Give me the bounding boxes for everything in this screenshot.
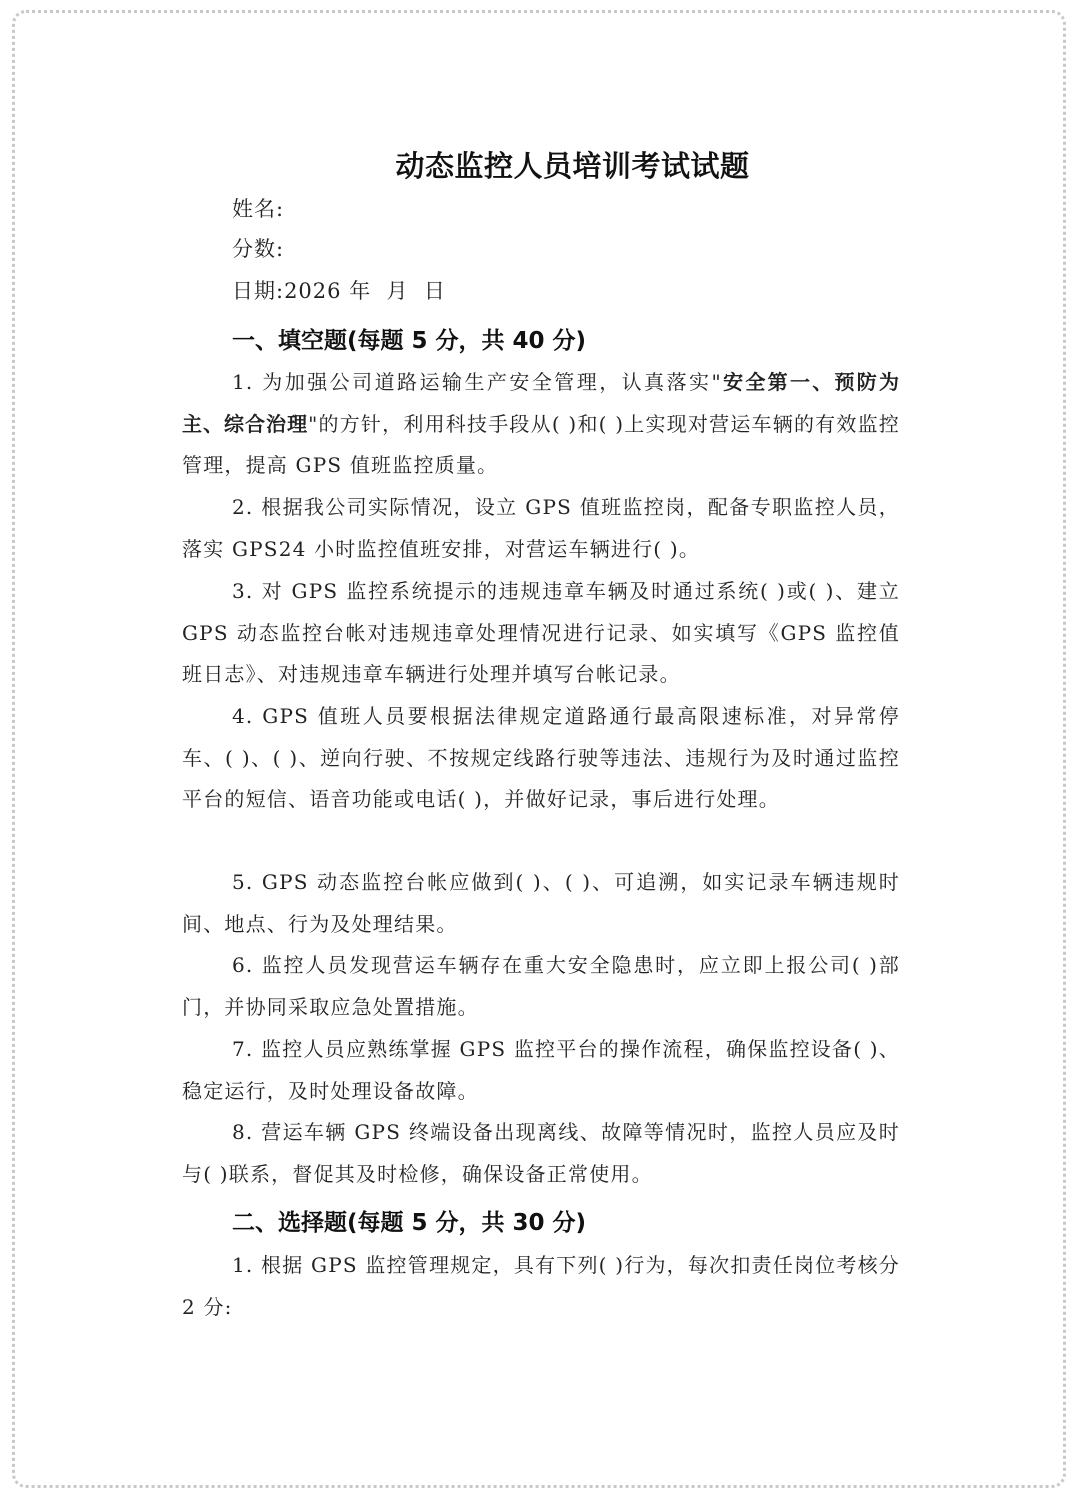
date-field-label: 日期:2026 年 月 日 <box>232 279 446 303</box>
fill-in-question-8: 8. 营运车辆 GPS 终端设备出现离线、故障等情况时，监控人员应及时与( )联系，督促其及时检修，确保设备正常使用。 <box>182 1120 900 1186</box>
fill-in-question-2: 2. 根据我公司实际情况，设立 GPS 值班监控岗，配备专职监控人员，落实 GPS24 小时监控值班安排，对营运车辆进行( )。 <box>182 495 900 561</box>
section-fill-in-heading: 一、填空题(每题 5 分，共 40 分) <box>232 328 587 354</box>
fill-in-question-7: 7. 监控人员应熟练掌握 GPS 监控平台的操作流程，确保监控设备( )、稳定运行，及时处理设备故障。 <box>182 1037 900 1103</box>
section-multiple-choice-heading: 二、选择题(每题 5 分，共 30 分) <box>232 1210 587 1236</box>
q1-text-before: 1. 为加强公司道路运输生产安全管理，认真落实" <box>232 370 722 394</box>
fill-in-question-3: 3. 对 GPS 监控系统提示的违规违章车辆及时通过系统( )或( )、建立 GPS 动态监控台帐对违规违章处理情况进行记录、如实填写《GPS 监控值班日志》、对违规违章车辆进行处理并填写台帐记录。 <box>182 579 900 687</box>
choice-question-1: 1. 根据 GPS 监控管理规定，具有下列( )行为，每次扣责任岗位考核分 2 分: <box>182 1253 900 1319</box>
name-field-label: 姓名: <box>232 197 285 221</box>
score-field-label: 分数: <box>232 237 285 261</box>
q1-text-after: "的方针，利用科技手段从( )和( )上实现对营运车辆的有效监控管理，提高 GPS 值班监控质量。 <box>182 411 901 478</box>
document-title: 动态监控人员培训考试试题 <box>395 149 750 183</box>
fill-in-question-5: 5. GPS 动态监控台帐应做到( )、( )、可追溯，如实记录车辆违规时间、地点、行为及处理结果。 <box>182 870 900 936</box>
fill-in-question-4: 4. GPS 值班人员要根据法律规定道路通行最高限速标准，对异常停车、( )、( )、逆向行驶、不按规定线路行驶等违法、违规行为及时通过监控平台的短信、语音功能或电话( )，并做好记录，事后进行处理。 <box>182 704 900 812</box>
fill-in-question-1 <box>182 362 900 487</box>
q1-emphasis-policy: 安全第一、预防为主、综合治理 <box>182 370 900 436</box>
fill-in-question-6: 6. 监控人员发现营运车辆存在重大安全隐患时，应立即上报公司( )部门，并协同采取应急处置措施。 <box>182 953 900 1019</box>
